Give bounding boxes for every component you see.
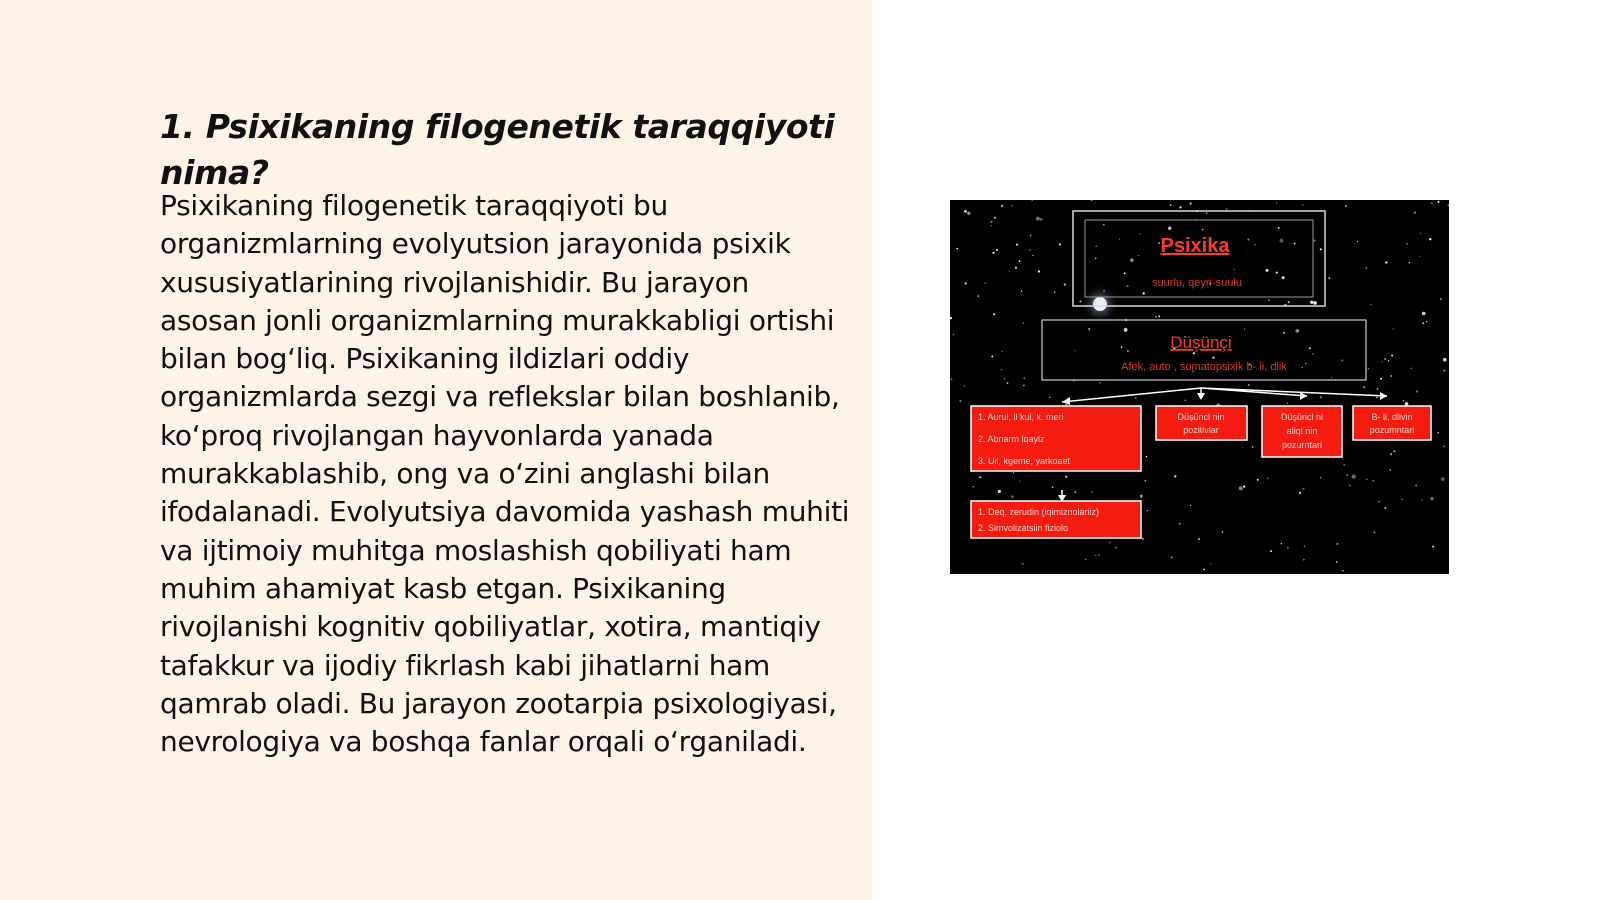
star — [1299, 492, 1301, 494]
star — [1343, 464, 1345, 466]
star — [1007, 382, 1009, 384]
red-box-4-line-2: pozumntari — [1369, 425, 1415, 435]
star — [1004, 378, 1005, 379]
star — [1431, 202, 1433, 204]
star — [1074, 491, 1076, 493]
star — [1414, 211, 1416, 213]
star — [1345, 205, 1347, 207]
star — [1281, 543, 1282, 544]
red-box-5-line-1: 1. Deq, zerudin (iqimiznolariiz) — [978, 507, 1100, 517]
star — [1368, 368, 1370, 370]
star — [1432, 546, 1434, 548]
star — [1370, 304, 1372, 306]
red-box-4-line-1: B- li, dlivin — [1371, 412, 1413, 422]
red-box-2-line-2: pozitivlar — [1183, 425, 1219, 435]
star — [1030, 235, 1032, 237]
star — [1336, 543, 1338, 545]
star — [963, 385, 965, 387]
star — [1408, 262, 1410, 264]
star — [994, 217, 996, 219]
star — [1079, 300, 1081, 302]
red-box-1 — [971, 406, 1141, 471]
star — [1143, 292, 1145, 294]
star — [1336, 561, 1338, 563]
star — [1415, 484, 1417, 486]
star — [1190, 505, 1191, 506]
star — [1029, 249, 1031, 251]
star — [1001, 369, 1002, 370]
red-box-3-line-2: aliql nin — [1286, 426, 1318, 436]
red-box-5 — [971, 501, 1141, 538]
star — [1276, 202, 1277, 203]
red-box-1-line-1: 1. Aurul, il kul, k. meri — [978, 412, 1064, 422]
star — [967, 212, 970, 215]
star — [1252, 446, 1254, 448]
star — [1185, 400, 1186, 401]
star — [1248, 384, 1250, 386]
star — [1140, 496, 1142, 498]
star — [1155, 316, 1157, 318]
star — [1276, 272, 1278, 274]
star — [1109, 542, 1111, 544]
star — [1168, 227, 1171, 230]
star — [1320, 477, 1321, 478]
star — [1378, 501, 1379, 502]
star — [1420, 233, 1421, 234]
star — [1135, 397, 1137, 399]
star — [1016, 244, 1018, 246]
star — [1366, 478, 1368, 480]
star — [1401, 499, 1403, 501]
star — [1403, 400, 1405, 402]
star — [1346, 474, 1348, 476]
star — [1419, 256, 1420, 257]
star — [1388, 360, 1389, 361]
star — [1013, 472, 1014, 473]
star — [1023, 377, 1025, 379]
star — [992, 252, 994, 254]
star — [1091, 492, 1092, 493]
red-box-2 — [1156, 406, 1247, 440]
star — [991, 225, 993, 227]
star — [1390, 453, 1392, 455]
star — [1390, 375, 1392, 377]
star — [1244, 328, 1245, 329]
star — [1406, 243, 1408, 245]
star — [1001, 205, 1003, 207]
star — [979, 476, 981, 478]
star — [1448, 205, 1449, 206]
star — [1171, 557, 1173, 559]
star — [1283, 332, 1285, 334]
star — [1331, 377, 1332, 378]
star — [1142, 538, 1144, 540]
star — [1288, 301, 1290, 303]
star — [1365, 267, 1367, 269]
star — [1278, 227, 1280, 229]
star — [998, 490, 1001, 493]
star — [1226, 208, 1228, 210]
star — [1095, 258, 1097, 260]
star — [1257, 479, 1259, 481]
star — [1381, 361, 1382, 362]
star — [1416, 390, 1418, 392]
star — [1303, 559, 1305, 561]
star — [972, 486, 973, 487]
star — [1193, 352, 1195, 354]
star — [1295, 329, 1299, 333]
star — [1254, 244, 1256, 246]
middle-box-subtitle: Afek, auto , somatopsixik b- li, dlik — [1121, 361, 1287, 373]
star — [964, 210, 967, 213]
star — [1352, 475, 1356, 479]
star — [1242, 447, 1243, 448]
star — [1179, 523, 1181, 525]
star — [1138, 255, 1140, 257]
slide-title: 1. Psixikaning filogenetik taraqqiyoti nima? — [160, 107, 835, 192]
star — [956, 248, 958, 250]
star — [1015, 267, 1017, 269]
star — [1088, 328, 1090, 330]
top-box-title: Psixika — [1160, 235, 1230, 257]
star — [1309, 347, 1311, 349]
star — [1144, 480, 1146, 482]
star — [1121, 346, 1123, 348]
star — [1009, 270, 1010, 271]
star — [1032, 255, 1034, 257]
red-box-4 — [1353, 406, 1431, 440]
star — [1282, 276, 1285, 279]
star — [1421, 500, 1422, 501]
star — [1126, 285, 1128, 287]
star — [1357, 241, 1358, 242]
star — [1247, 238, 1249, 240]
star — [1429, 238, 1431, 240]
star — [1384, 507, 1386, 509]
star — [1001, 351, 1003, 353]
star — [1065, 404, 1066, 405]
star — [1393, 328, 1395, 330]
star — [1146, 510, 1148, 512]
star — [1438, 201, 1440, 203]
star — [977, 295, 979, 297]
star — [1103, 224, 1105, 226]
star — [1040, 218, 1043, 221]
star — [1302, 204, 1303, 205]
psyche-diagram-image — [950, 200, 1449, 574]
star — [1313, 301, 1317, 305]
star — [1384, 358, 1386, 360]
star — [1011, 205, 1012, 206]
star — [1431, 497, 1434, 500]
star — [1267, 477, 1269, 479]
star — [1019, 481, 1020, 482]
star — [1243, 486, 1245, 488]
star — [1206, 212, 1207, 213]
star — [1266, 269, 1269, 272]
star — [1146, 456, 1148, 458]
star — [1202, 228, 1204, 230]
middle-box-title: Düşünçi — [1170, 333, 1232, 352]
star — [1239, 486, 1243, 490]
star — [1198, 538, 1200, 540]
star — [1124, 272, 1126, 274]
red-box-3-line-1: Düşüncl ni — [1280, 412, 1324, 422]
star — [1098, 554, 1099, 555]
star — [1280, 239, 1284, 243]
star — [951, 378, 953, 380]
star — [1174, 475, 1176, 477]
star — [1341, 359, 1343, 361]
star — [1443, 358, 1446, 361]
star — [1287, 403, 1289, 405]
star — [1095, 555, 1096, 556]
star — [1405, 402, 1409, 406]
star — [1052, 486, 1054, 488]
star — [1115, 546, 1117, 548]
star — [1389, 469, 1391, 471]
star — [1127, 350, 1129, 352]
top-box-subtitle: suurlu, qeyri-suulu — [1152, 277, 1242, 289]
star — [1372, 480, 1374, 482]
star — [1064, 283, 1066, 285]
slide-body-text: Psixikaning filogenetik taraqqiyoti bu organizmlarning evolyutsion jarayonida psixik xususiyatlarining rivojlanishidir. Bu jarayon asosan jonli organizmlarning murakkabligi ortishi bilan bog‘liq. Psixikaning ildizlari oddiy organizmlarda sezgi va reflekslar bilan boshlanib, ko‘proq rivojlangan hayvonlarda yanada murakkablashib, ong va o‘zini anglashi bilan ifodalanadi. Evolyutsiya davomida yashash muhiti va ijtimoiy muhitga moslashish qobiliyati ham muhim ahamiyat kasb etgan. Psixikaning rivojlanishi kognitiv qobiliyatlar, xotira, mantiqiy tafakkur va ijodiy fikrlash kabi jihatlarni ham qamrab oladi. Bu jarayon zootarpia psixologiyasi, nevrologiya va boshqa fanlar orqali o‘rganiladi. — [160, 189, 850, 759]
star — [1303, 488, 1305, 490]
star — [1391, 354, 1393, 356]
star — [1380, 378, 1382, 380]
star — [1422, 322, 1424, 324]
star — [1059, 243, 1061, 245]
star — [993, 313, 995, 315]
star — [1023, 385, 1024, 386]
star — [959, 400, 961, 402]
star — [1437, 432, 1438, 433]
star — [1054, 291, 1056, 293]
star — [1011, 495, 1014, 498]
star — [1019, 260, 1021, 262]
star — [1320, 248, 1322, 250]
star — [1139, 233, 1140, 234]
star — [1376, 397, 1377, 398]
star — [1443, 370, 1445, 372]
star — [1302, 367, 1304, 369]
star — [1393, 450, 1395, 452]
star — [1074, 350, 1076, 352]
star — [1210, 563, 1211, 564]
star — [1373, 531, 1375, 533]
red-box-1-line-2: 2. Abnarm lqaylz — [978, 434, 1045, 444]
star — [1190, 202, 1192, 204]
star — [1095, 245, 1096, 246]
star — [1363, 386, 1365, 388]
star — [1426, 321, 1428, 323]
star — [1158, 315, 1160, 317]
red-box-3-line-3: pozurntari — [1281, 440, 1323, 450]
bright-star — [1093, 297, 1107, 311]
star — [1313, 240, 1315, 242]
star — [1305, 363, 1306, 364]
star — [965, 282, 967, 284]
star — [1233, 269, 1234, 270]
star — [1385, 261, 1387, 263]
star — [991, 356, 993, 358]
star — [1443, 445, 1445, 447]
star — [1065, 476, 1067, 478]
red-box-1-line-3: 3. Uil, kgeme, yarkoaet — [978, 456, 1071, 466]
star — [1036, 217, 1040, 221]
star — [1440, 298, 1442, 300]
star — [1312, 353, 1314, 355]
star — [1099, 382, 1100, 383]
star — [1328, 277, 1330, 279]
red-box-3 — [1262, 406, 1342, 457]
star — [1310, 301, 1313, 304]
star — [1287, 547, 1289, 549]
star — [1049, 397, 1050, 398]
star — [1422, 312, 1426, 316]
star — [1021, 290, 1023, 292]
star — [1441, 477, 1445, 481]
star — [1212, 357, 1214, 359]
star — [1342, 570, 1344, 572]
star — [996, 249, 998, 251]
star — [1022, 563, 1024, 565]
star — [1320, 396, 1322, 398]
star — [1130, 259, 1133, 262]
star — [1294, 243, 1296, 245]
red-box-2-line-1: Düşüncl nin — [1177, 412, 1225, 422]
star — [990, 221, 992, 223]
star — [953, 334, 955, 336]
star — [1038, 270, 1040, 272]
red-box-5-line-2: 2. Simvolizatsiin fiziolo — [978, 523, 1069, 533]
star — [1411, 367, 1413, 369]
star — [1119, 238, 1120, 239]
star — [1023, 322, 1025, 324]
star — [1085, 559, 1086, 560]
star — [985, 282, 987, 284]
star — [1304, 546, 1305, 547]
star — [1203, 569, 1205, 571]
star — [1170, 204, 1172, 206]
star — [1222, 531, 1224, 533]
star — [1377, 388, 1379, 390]
star — [1270, 550, 1272, 552]
star — [1179, 206, 1181, 208]
star — [1124, 328, 1128, 332]
star — [1103, 290, 1105, 292]
psyche-diagram — [950, 200, 1449, 574]
star — [1349, 484, 1351, 486]
star — [1268, 300, 1269, 301]
